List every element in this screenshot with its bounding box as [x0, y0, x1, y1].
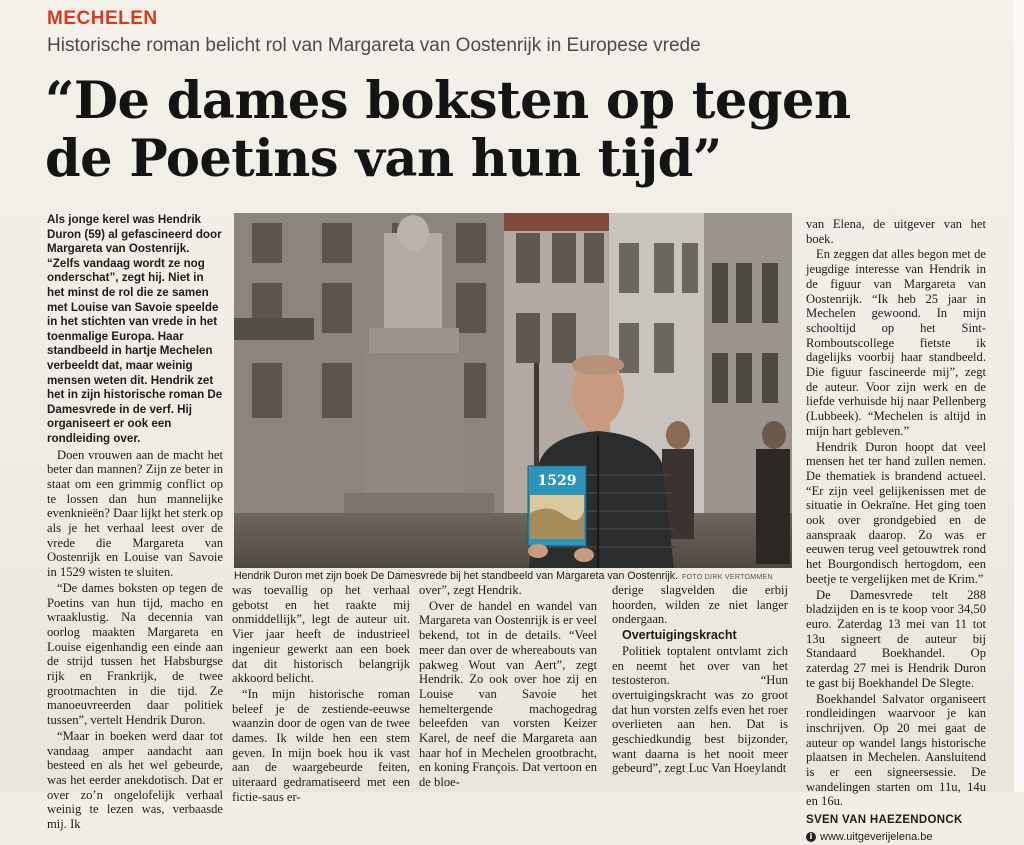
photo-credit: FOTO DIRK VERTOMMEN	[681, 574, 773, 581]
headline-line-1: “De dames boksten op tegen	[45, 71, 851, 131]
article-photo	[234, 213, 792, 568]
article-intro: Als jonge kerel was Hendrik Duron (59) al gefascineerd door Margareta van Oostenrijk. “Zelfs vandaag wordt ze nog onderschat”, zegt hij. Niet in het minst de rol die ze samen met Louise van Savoie speelde in het stichten van vrede in het toenmalige Europa. Haar standbeeld in hartje Mechelen verbeeldt dat, maar weinig mensen weten dit. Hendrik zet het in zijn historische roman De Damesvrede in de verf. Hij organiseert er ook een rondleiding over.	[47, 213, 223, 445]
page-edge	[1014, 0, 1024, 792]
author-byline: SVEN VAN HAEZENDONCK	[806, 814, 963, 827]
paragraph: Politiek toptalent ontvlamt zich en neemt het over van het testosteron. “Hun overtuigingskracht was zo groot dat hun vorsten zelfs even het roer overlieten aan hen. Dat is geschiedkundig best bijzonder, want daarna is het nooit meer gebeurd”, zegt Luc Van Hoeylandt	[612, 643, 788, 776]
paragraph: “Maar in boeken werd daar tot vandaag amper aandacht aan besteed en als het wel gebeurde, was het eerder anekdotisch. Dat er over zo’n ongelofelijk verhaal weinig te lezen was, verbaasde mij. Ik	[47, 728, 223, 832]
section-subheading: Overtuigingskracht	[622, 628, 737, 643]
paragraph: van Elena, de uitgever van het boek.	[806, 217, 986, 246]
section-kicker: MECHELEN	[47, 8, 158, 29]
photo-illustration	[234, 213, 792, 568]
column-4	[612, 583, 788, 777]
paragraph: Doen vrouwen aan de macht het beter dan mannen? Zijn ze beter in staat om een grimmig conflict op te lossen dan hun mannelijke evenknieën? Daar lijkt het sterk op als je het verhaal leest over de vrede die Margareta van Oostenrijk en Louise van Savoie in 1529 wisten te sluiten.	[47, 447, 223, 580]
column-1	[47, 213, 223, 833]
website-link[interactable]	[806, 830, 986, 845]
paragraph: Over de handel en wandel van Margareta van Oostenrijk is er veel bekend, tot in de details. “Veel meer dan over de whereabouts van pakweg Wout van Aert”, zegt Hendrik. Zo ook over hoe zij en Louise van Savoie het hemeltergende machogedrag beleefden van vorsten Keizer Karel, de neef die Margareta aan haar hof in Mechelen grootbracht, en koning François. Dat vertoon en de bloe-	[419, 598, 597, 790]
paragraph: “De dames boksten op tegen de Poetins van hun tijd, macho en wraaklustig. Na decennia van oorlog maakten Margareta en Louise eigenhandig een einde aan de strijd tussen het Habsburgse rijk en Frankrijk, de twee grootmachten in die tijd. Ze manoeuvreerden daar politiek tussen”, vertelt Hendrik Duron.	[47, 580, 223, 728]
paragraph: Boekhandel Salvator organiseert rondleidingen waarvoor je kan inschrijven. Op 20 mei gaat de auteur op wandel langs historische plaatsen in Mechelen. Aansluitend is er een signeersessie. De wandelingen starten om 11u, 14u en 16u.	[806, 691, 986, 809]
paragraph: De Damesvrede telt 288 bladzijden en is te koop voor 34,50 euro. Zaterdag 13 mei van 11 tot 13u signeert de auteur bij Standaard Boekhandel. Op zaterdag 27 mei is Hendrik Duron te gast bij Boekhandel De Slegte.	[806, 587, 986, 690]
column-2	[232, 583, 410, 806]
paragraph: was toevallig op het verhaal gebotst en het raakte mij onmiddellijk”, legt de auteur uit. Vier jaar heeft de industrieel ingenieur gewerkt aan een boek dat dit historisch belangrijk akkoord belicht.	[232, 583, 410, 686]
info-icon: i	[806, 832, 816, 842]
photo-caption	[234, 570, 794, 584]
paragraph: derige slagvelden die erbij hoorden, wilden ze niet langer ondergaan.	[612, 583, 788, 627]
headline-line-2: de Poetins van hun tijd”	[45, 129, 722, 189]
paragraph: “In mijn historische roman beleef je de zestiende-eeuwse waanzin door de ogen van de twee dames. Ik wilde hen een stem geven. In mijn boek hou ik vast aan de waargebeurde feiten, uiteraard gedramatiseerd met een fictie-saus er-	[232, 686, 410, 804]
article-subhead: Historische roman belicht rol van Margareta van Oostenrijk in Europese vrede	[47, 35, 701, 56]
column-5	[806, 217, 986, 845]
paragraph: Hendrik Duron hoopt dat veel mensen het ter hand zullen nemen. De thematiek is brandend actueel. “Er zijn veel gelijkenissen met de situatie in Oekraïne. Het ging toen ook over grondgebied en de aanspraak daarop. Zo was er eeuwen terug veel getouwtrek rond het Bourgondisch hertogdom, een beetje te vergelijken met de Krim.”	[806, 439, 986, 586]
column-3	[419, 583, 597, 791]
website-url[interactable]: www.uitgeverijelena.be	[820, 830, 933, 843]
caption-text: Hendrik Duron met zijn boek De Damesvrede bij het standbeeld van Margareta van Oostenrijk.	[234, 570, 678, 582]
article-headline	[45, 72, 851, 188]
paragraph: over”, zegt Hendrik.	[419, 583, 522, 597]
book-cover-year: 1529	[537, 473, 577, 489]
paragraph: En zeggen dat alles begon met de jeugdige interesse van Hendrik in de figuur van Margareta van Oostenrijk. “Ik heb 25 jaar in Mechelen gewoond. In mijn schooltijd op het Sint-Romboutscollege fietste ik dagelijks voorbij haar standbeeld. Die figuur fascineerde mij”, zegt de auteur. Voor zijn werk en de liefde verhuisde hij naar Pellenberg (Lubbeek). “Mechelen is altijd in mijn hart gebleven.”	[806, 247, 986, 438]
book-cover	[528, 466, 586, 546]
